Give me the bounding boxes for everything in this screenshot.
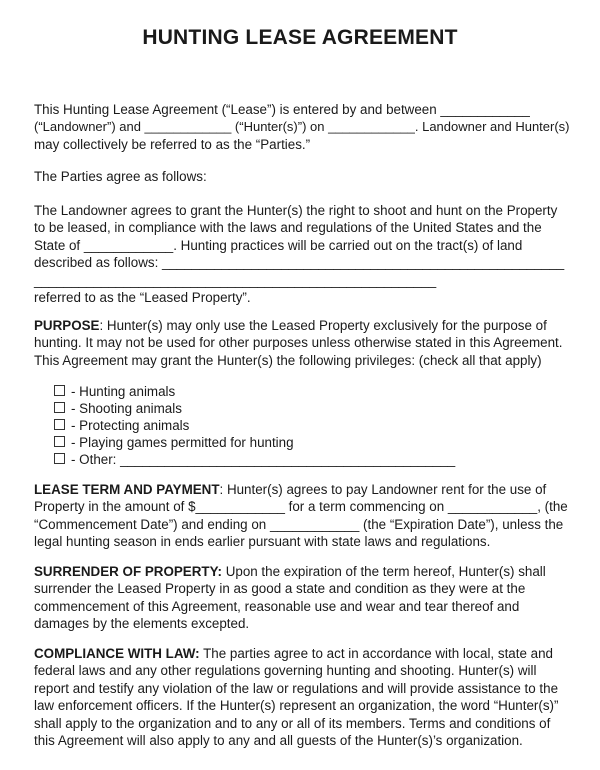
purpose-line: This Agreement may grant the Hunter(s) the following privileges: (check all that apply) — [34, 352, 542, 368]
intro-line: may collectively be referred to as the “Parties.” — [34, 136, 311, 152]
checkbox[interactable] — [54, 402, 65, 413]
compliance-paragraph — [34, 645, 574, 749]
intro-line: (“Landowner”) and ____________ (“Hunter(s)”) on ____________. Landowner and Hunter(s) — [34, 119, 570, 135]
purpose-heading: PURPOSE — [34, 318, 100, 333]
purpose-text: : Hunter(s) may only use the Leased Property exclusively for the purpose of — [99, 318, 547, 333]
surrender-paragraph — [34, 563, 574, 633]
privilege-item[interactable] — [54, 417, 455, 434]
checkbox[interactable] — [54, 436, 65, 447]
grant-line: The Landowner agrees to grant the Hunter(s) the right to shoot and hunt on the Property — [34, 203, 558, 218]
grant-paragraph — [34, 202, 574, 306]
lease-term-paragraph — [34, 481, 574, 551]
surrender-line: surrender the Leased Property in as good a state and condition as they were at the — [34, 581, 526, 597]
checkbox[interactable] — [54, 419, 65, 430]
compliance-line — [34, 645, 574, 662]
intro-paragraph — [34, 101, 574, 153]
compliance-line: shall apply to the organization and to any or all of its members. Terms and conditions of — [34, 715, 551, 731]
agree-paragraph — [34, 168, 574, 185]
lease-term-text: : Hunter(s) agrees to pay Landowner rent for the use of — [219, 482, 547, 497]
privilege-label: - Other: _____________________________________________ — [71, 452, 456, 467]
surrender-line — [34, 563, 574, 580]
surrender-line: commencement of this Agreement, reasonable use and wear and tear thereof and — [34, 598, 520, 614]
grant-line: ______________________________________________________ — [34, 272, 437, 288]
purpose-line — [34, 317, 574, 334]
document-title: HUNTING LEASE AGREEMENT — [142, 26, 458, 49]
purpose-paragraph — [34, 317, 574, 369]
privilege-item[interactable] — [54, 383, 455, 400]
lease-term-line: Property in the amount of $____________ for a term commencing on ____________, (the — [34, 499, 568, 515]
grant-line: State of ____________. Hunting practices will be carried out on the tract(s) of land — [34, 237, 523, 253]
grant-line: referred to as the “Leased Property”. — [34, 290, 251, 306]
compliance-line: report and testify any violation of the law or regulations and will provide assistance to the — [34, 680, 559, 696]
checkbox[interactable] — [54, 453, 65, 464]
intro-line: This Hunting Lease Agreement (“Lease”) is entered by and between ____________ — [34, 102, 530, 117]
purpose-line: hunting. It may not be used for other purposes unless otherwise stated in this Agreement. — [34, 335, 563, 351]
lease-term-line — [34, 481, 574, 498]
lease-term-heading: LEASE TERM AND PAYMENT — [34, 482, 220, 497]
surrender-heading: SURRENDER OF PROPERTY: — [34, 564, 222, 579]
privilege-item[interactable] — [54, 451, 455, 468]
lease-term-line: “Commencement Date”) and ending on ____________ (the “Expiration Date”), unless the — [34, 516, 564, 532]
compliance-line: this Agreement will also apply to any and all guests of the Hunter(s)’s organization. — [34, 733, 523, 749]
lease-term-line: legal hunting season in ends earlier pursuant with state laws and regulations. — [34, 534, 491, 550]
privilege-item[interactable] — [54, 434, 455, 451]
agree-line: The Parties agree as follows: — [34, 169, 207, 184]
grant-line: to be leased, in compliance with the laws and regulations of the United States and the — [34, 220, 542, 236]
surrender-text: Upon the expiration of the term hereof, Hunter(s) shall — [221, 564, 546, 579]
privileges-checklist — [54, 383, 455, 468]
privilege-label: - Playing games permitted for hunting — [71, 435, 294, 450]
compliance-heading: COMPLIANCE WITH LAW: — [34, 646, 200, 661]
privilege-label: - Shooting animals — [71, 401, 182, 416]
compliance-line: law enforcement officers. If the Hunter(s) represent an organization, the word “Hunter(s)” — [34, 698, 559, 714]
surrender-line: damages by the elements excepted. — [34, 616, 250, 632]
grant-line: described as follows: ______________________________________________________ — [34, 255, 565, 271]
privilege-item[interactable] — [54, 400, 455, 417]
privilege-label: - Protecting animals — [71, 418, 190, 433]
checkbox[interactable] — [54, 385, 65, 396]
compliance-line: federal laws and any other regulations governing hunting and shooting. Hunter(s) will — [34, 663, 537, 679]
privilege-label: - Hunting animals — [71, 384, 176, 399]
compliance-text: The parties agree to act in accordance with local, state and — [199, 646, 553, 661]
